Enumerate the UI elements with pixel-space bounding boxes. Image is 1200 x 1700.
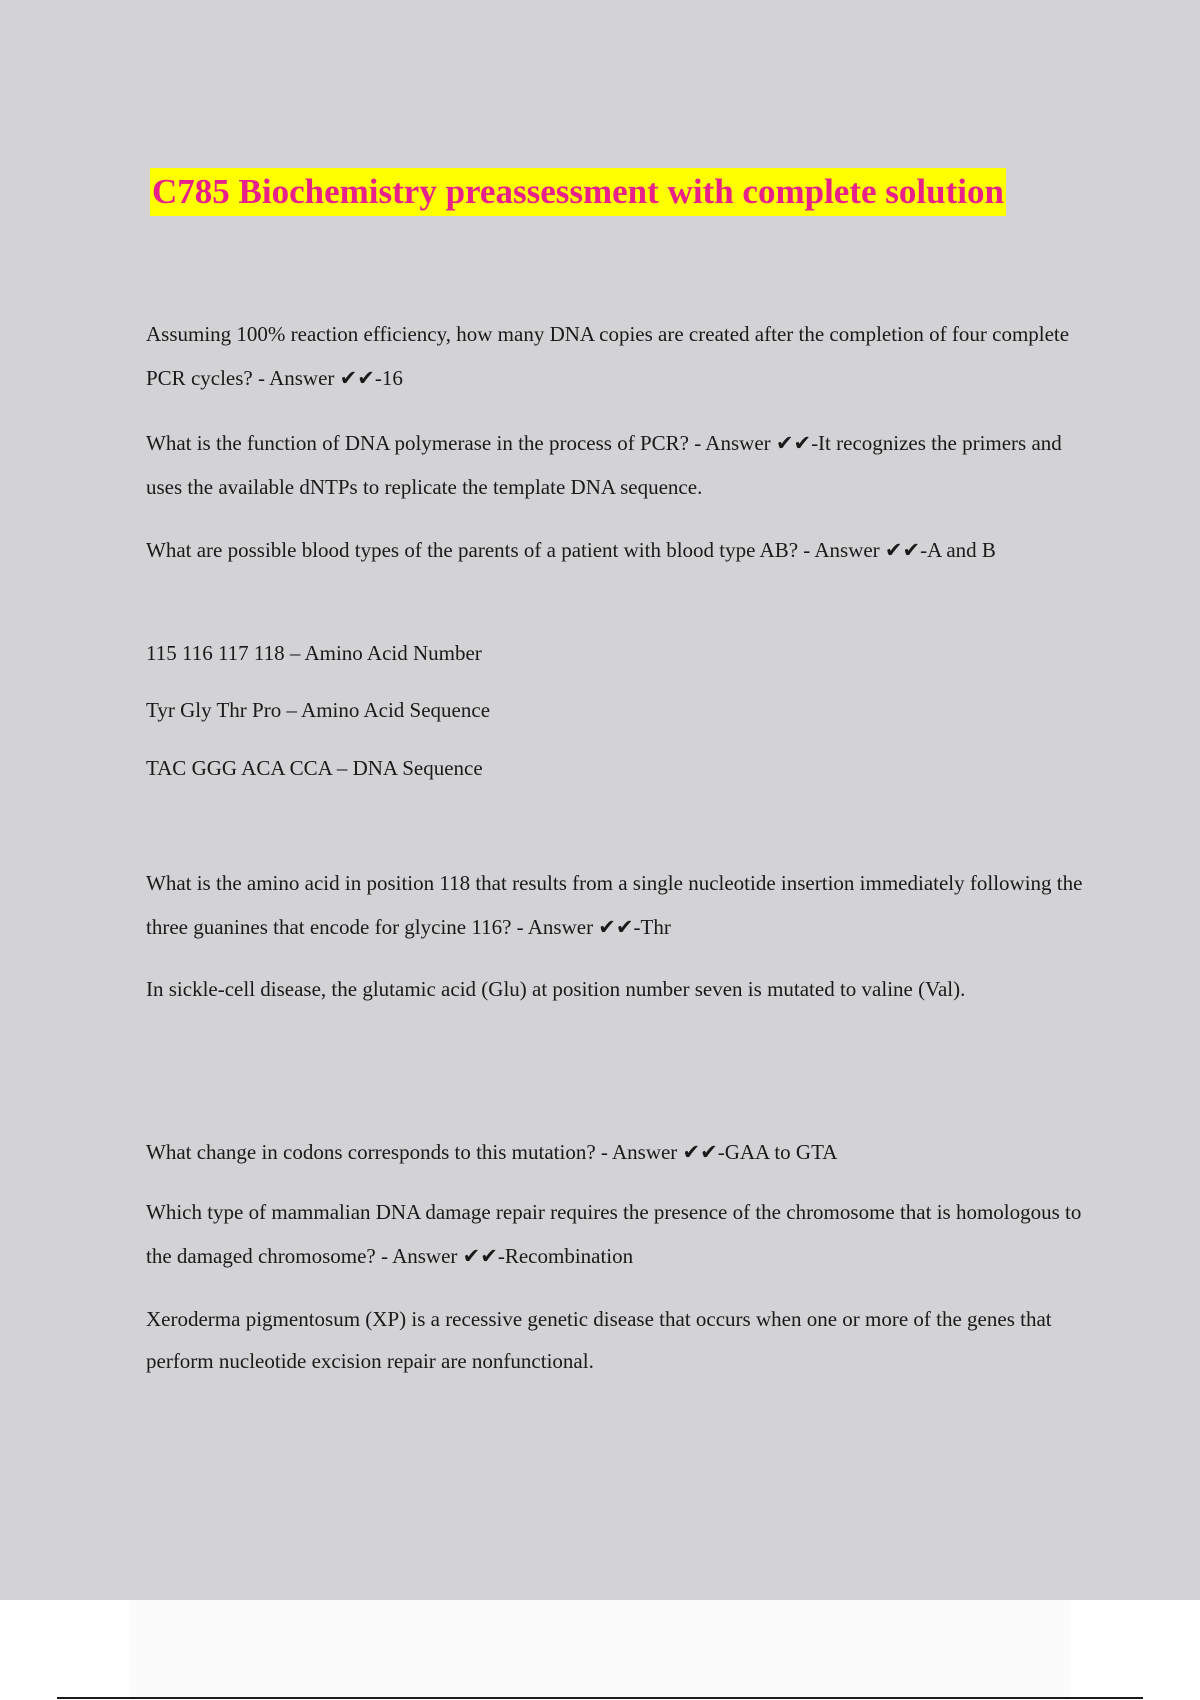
sickle-cell-statement: In sickle-cell disease, the glutamic acid (Glu) at position number seven is mutated to valine (Val). [146,977,966,1001]
question-blood-type: What are possible blood types of the parents of a patient with blood type AB? - Answer ✔✔-A and B [146,538,996,562]
footer-rule [57,1697,1143,1699]
question-dna-repair: Which type of mammalian DNA damage repair requires the presence of the chromosome that is homologous to the damaged chromosome? - Answer ✔✔-Recombination [146,1200,1082,1268]
amino-acid-number-line: 115 116 117 118 – Amino Acid Number [146,641,482,665]
xeroderma-statement: Xeroderma pigmentosum (XP) is a recessive genetic disease that occurs when one or more of the genes that perform nucleotide excision repair are nonfunctional. [146,1307,1052,1373]
question-codon-change: What change in codons corresponds to this mutation? - Answer ✔✔-GAA to GTA [146,1140,838,1164]
amino-acid-sequence-line: Tyr Gly Thr Pro – Amino Acid Sequence [146,698,491,722]
question-pcr-copies: Assuming 100% reaction efficiency, how many DNA copies are created after the completion of four complete PCR cycles? - Answer ✔✔-16 [146,322,1070,390]
question-dna-polymerase: What is the function of DNA polymerase in the process of PCR? - Answer ✔✔-It recognizes the primers and uses the available dNTPs to replicate the template DNA sequence. [146,431,1062,499]
question-nucleotide-insertion: What is the amino acid in position 118 that results from a single nucleotide insertion immediately following the three guanines that encode for glycine 116? - Answer ✔✔-Thr [146,871,1083,939]
document-title: C785 Biochemistry preassessment with complete solution [150,168,1006,216]
page-bottom-margin [0,1600,1200,1700]
page-bottom-shade [130,1600,1070,1700]
title-container [150,168,1084,216]
dna-sequence-line: TAC GGG ACA CCA – DNA Sequence [146,756,483,780]
